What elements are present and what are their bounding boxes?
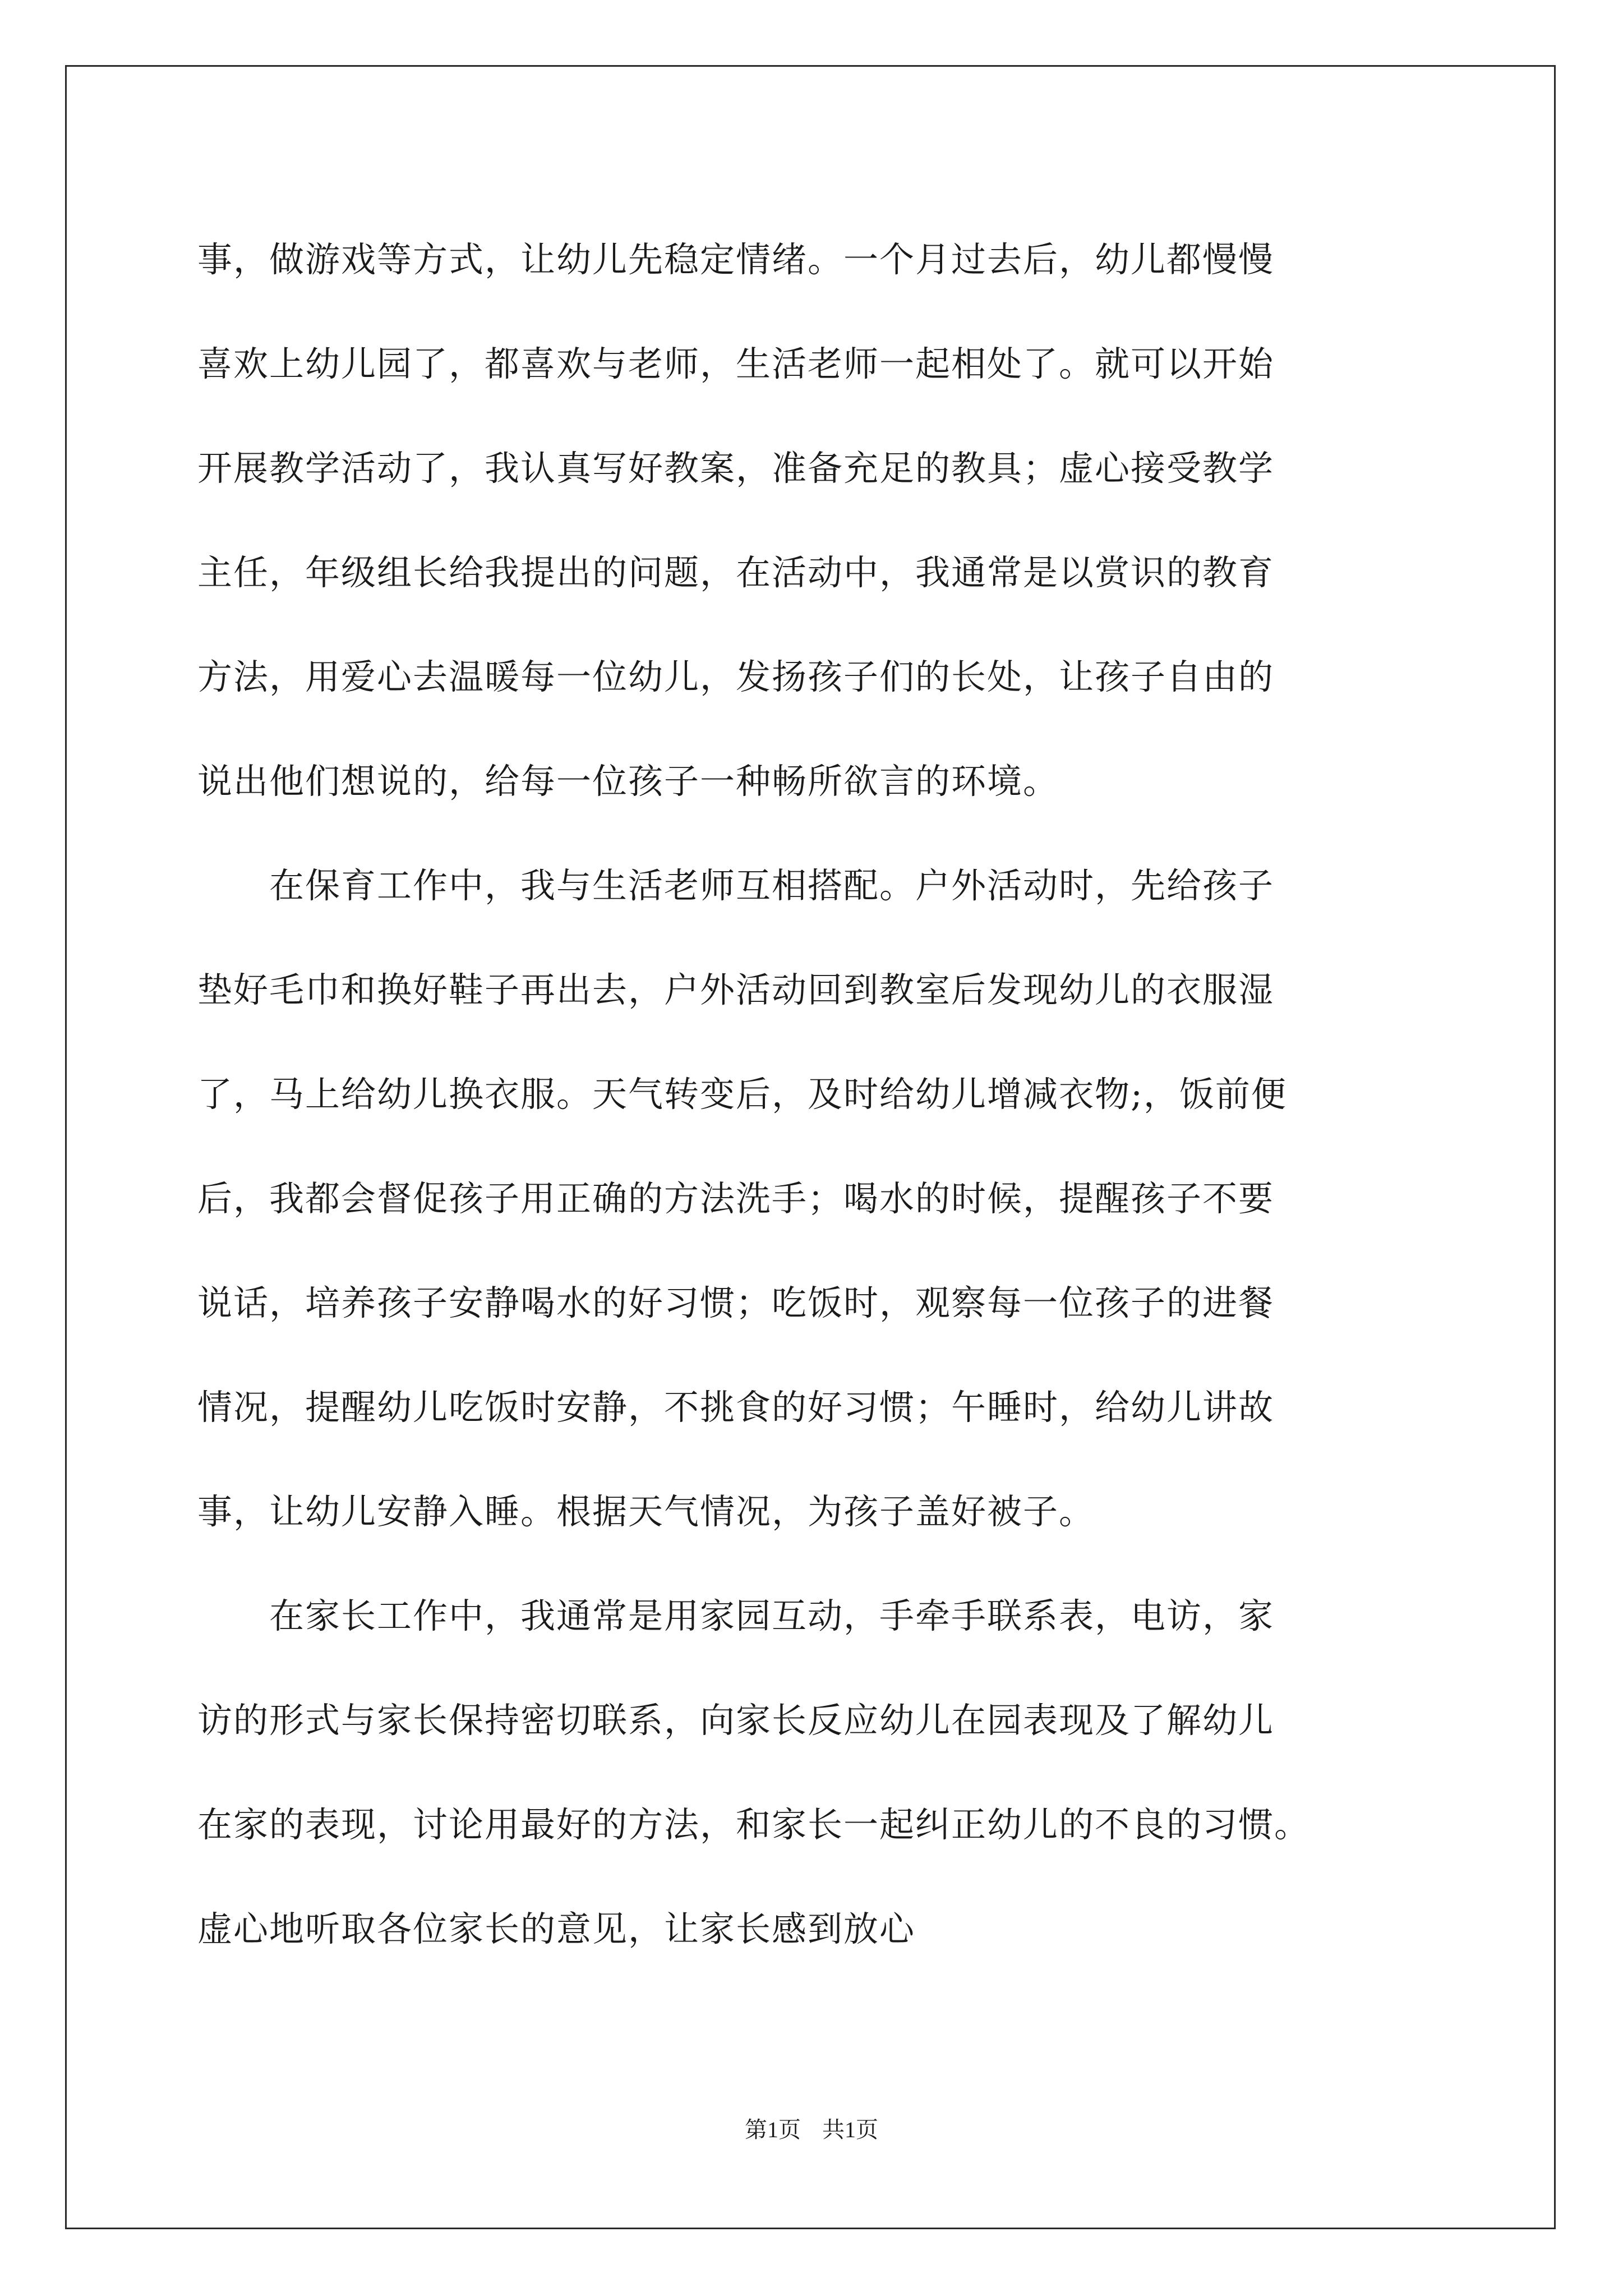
- page-number-total: 共1页: [822, 2117, 878, 2142]
- text-line: 开展教学活动了，我认真写好教案，准备充足的教具；虚心接受教学: [197, 448, 1275, 489]
- paragraph-first-line: 在家长工作中，我通常是用家园互动，手牵手联系表，电访，家: [269, 1595, 1275, 1636]
- text-line: 方法，用爱心去温暖每一位幼儿，发扬孩子们的长处，让孩子自由的: [197, 656, 1275, 697]
- paragraph-first-line: 在保育工作中，我与生活老师互相搭配。户外活动时，先给孩子: [269, 865, 1275, 906]
- text-line: 主任，年级组长给我提出的问题，在活动中，我通常是以赏识的教育: [197, 552, 1275, 593]
- text-line: 事，做游戏等方式，让幼儿先稳定情绪。一个月过去后，幼儿都慢慢: [197, 239, 1275, 280]
- text-line: 事，让幼儿安静入睡。根据天气情况，为孩子盖好被子。: [197, 1491, 1095, 1532]
- text-line: 虚心地听取各位家长的意见，让家长感到放心: [197, 1908, 916, 1949]
- text-line: 说出他们想说的，给每一位孩子一种畅所欲言的环境。: [197, 761, 1059, 802]
- text-line: 说话，培养孩子安静喝水的好习惯；吃饭时，观察每一位孩子的进餐: [197, 1282, 1275, 1323]
- text-line: 在家的表现，讨论用最好的方法，和家长一起纠正幼儿的不良的习惯。: [197, 1804, 1311, 1845]
- text-line: 垫好毛巾和换好鞋子再出去，户外活动回到教室后发现幼儿的衣服湿: [197, 969, 1275, 1010]
- text-line: 了，马上给幼儿换衣服。天气转变后，及时给幼儿增减衣物;，饭前便: [197, 1074, 1287, 1115]
- text-line: 后，我都会督促孩子用正确的方法洗手；喝水的时候，提醒孩子不要: [197, 1178, 1275, 1219]
- document-body: [197, 208, 1465, 1981]
- page-footer: [0, 2112, 1623, 2144]
- text-line: 喜欢上幼儿园了，都喜欢与老师，生活老师一起相处了。就可以开始: [197, 343, 1275, 384]
- page-number-current: 第1页: [745, 2117, 801, 2142]
- text-line: 访的形式与家长保持密切联系，向家长反应幼儿在园表现及了解幼儿: [197, 1700, 1275, 1741]
- text-line: 情况，提醒幼儿吃饭时安静，不挑食的好习惯；午睡时，给幼儿讲故: [197, 1387, 1275, 1428]
